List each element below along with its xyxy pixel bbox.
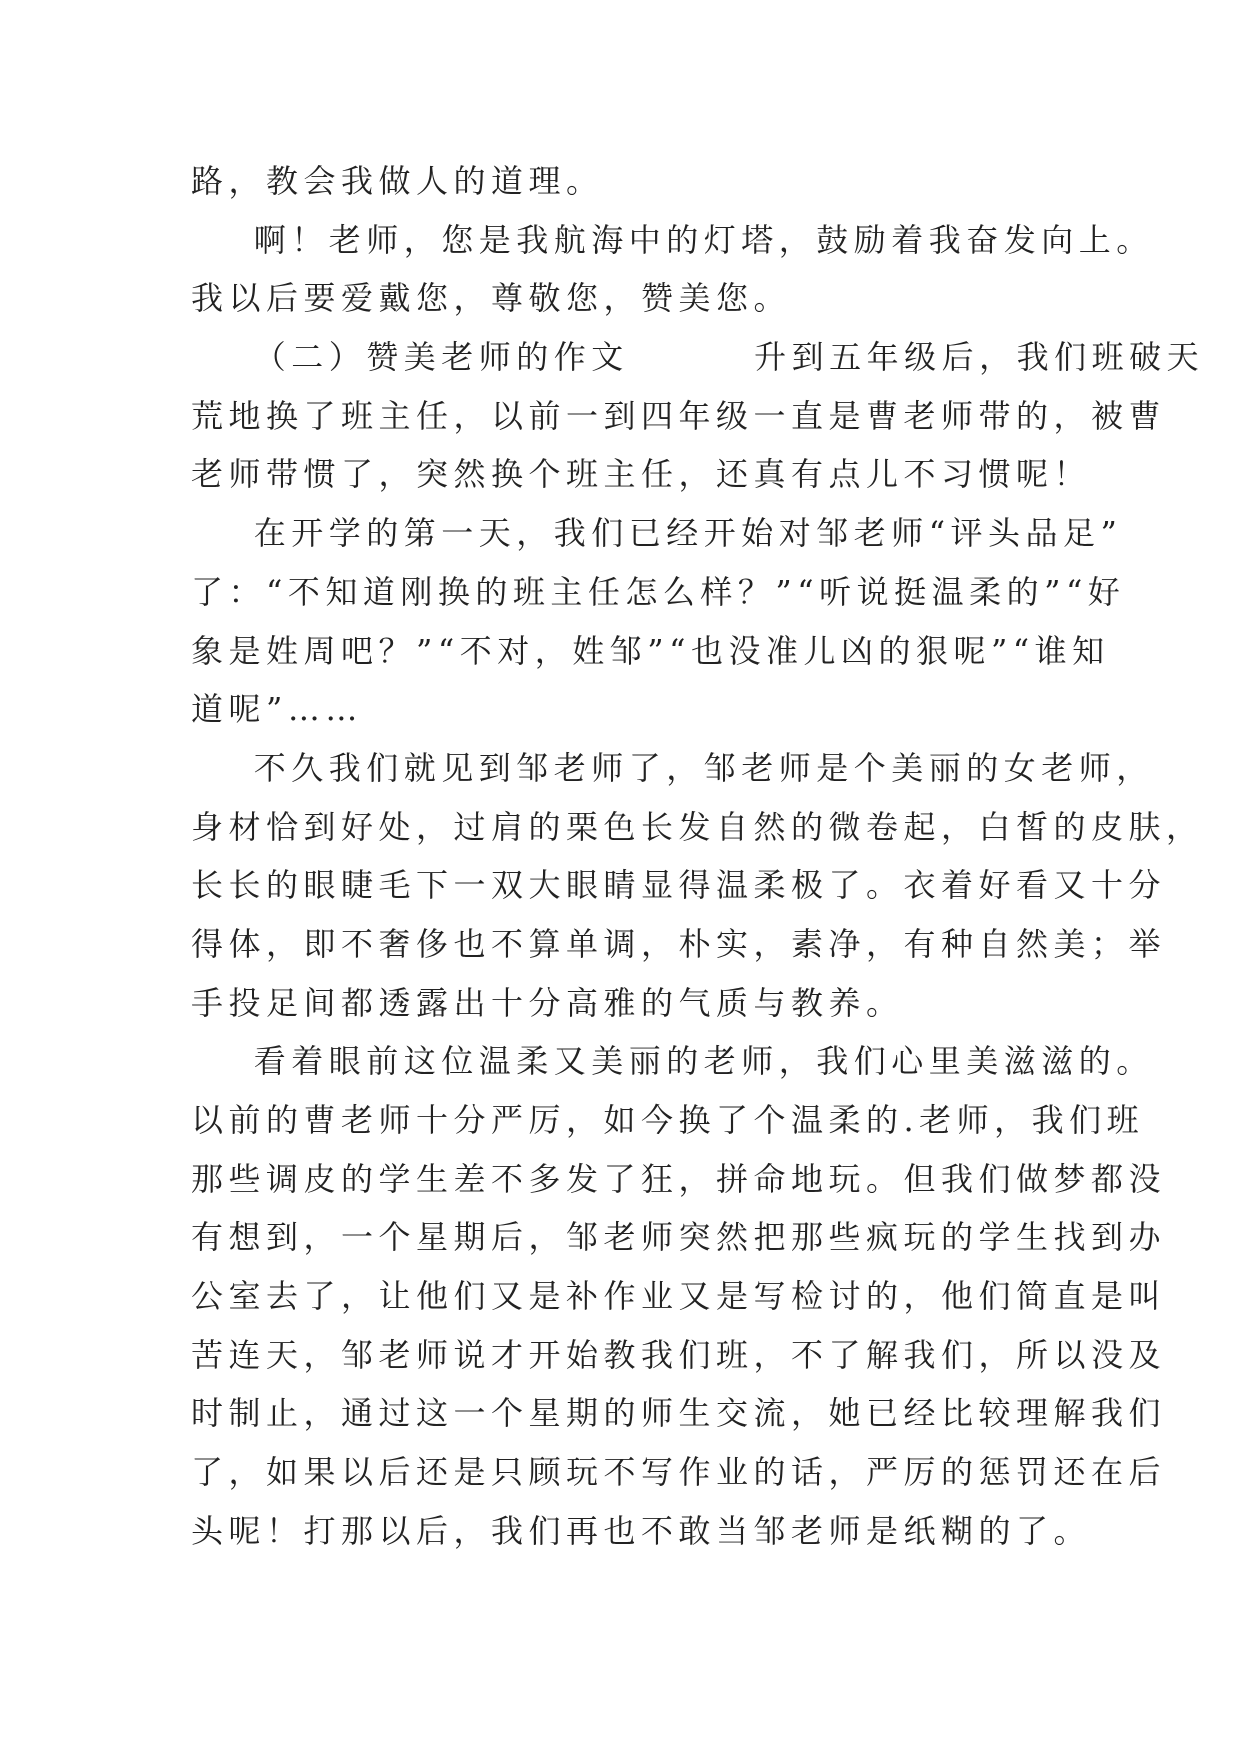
- text-line: 长长的眼睫毛下一双大眼睛显得温柔极了。衣着好看又十分: [191, 866, 1167, 905]
- text-line: 了，如果以后还是只顾玩不写作业的话，严厉的惩罚还在后: [191, 1453, 1167, 1492]
- text-line: 有想到，一个星期后，邹老师突然把那些疯玩的学生找到办: [191, 1218, 1167, 1257]
- text-line: 不久我们就见到邹老师了，邹老师是个美丽的女老师，: [191, 748, 1154, 787]
- text-line: 得体，即不奢侈也不算单调，朴实，素净，有种自然美；举: [191, 924, 1167, 963]
- text-line: 看着眼前这位温柔又美丽的老师，我们心里美滋滋的。: [191, 1042, 1154, 1081]
- text-line: 时制止，通过这一个星期的师生交流，她已经比较理解我们: [191, 1394, 1167, 1433]
- text-line: 那些调皮的学生差不多发了狂，拼命地玩。但我们做梦都没: [191, 1159, 1167, 1198]
- text-line: 象是姓周吧？”“不对，姓邹”“也没准儿凶的狠呢”“谁知: [191, 631, 1110, 670]
- text-line: 公室去了，让他们又是补作业又是写检讨的，他们简直是叫: [191, 1277, 1167, 1316]
- text-line: 荒地换了班主任，以前一到四年级一直是曹老师带的，被曹: [191, 396, 1167, 435]
- text-line: 了：“不知道刚换的班主任怎么样？”“听说挺温柔的”“好: [191, 572, 1126, 611]
- text-line: 啊！老师，您是我航海中的灯塔，鼓励着我奋发向上。: [191, 220, 1154, 259]
- text-line: 手投足间都透露出十分高雅的气质与教养。: [191, 983, 904, 1022]
- text-line: 路，教会我做人的道理。: [191, 162, 604, 200]
- text-line: 在开学的第一天，我们已经开始对邹老师“评头品足”: [191, 514, 1123, 553]
- text-line: （二）赞美老师的作文 升到五年级后，我们班破天: [191, 338, 1205, 377]
- text-line: 老师带惯了，突然换个班主任，还真有点儿不习惯呢！: [191, 455, 1092, 494]
- text-line: 我以后要爱戴您，尊敬您，赞美您。: [191, 279, 792, 318]
- text-line: 道呢”……: [191, 690, 363, 729]
- text-line: 以前的曹老师十分严厉，如今换了个温柔的.老师，我们班: [191, 1101, 1145, 1139]
- essay-body: [191, 152, 1205, 1561]
- text-line: 身材恰到好处，过肩的栗色长发自然的微卷起，白皙的皮肤，: [191, 807, 1204, 846]
- text-line: 苦连天，邹老师说才开始教我们班，不了解我们，所以没及: [191, 1335, 1167, 1374]
- text-line: 头呢！打那以后，我们再也不敢当邹老师是纸糊的了。: [191, 1511, 1092, 1550]
